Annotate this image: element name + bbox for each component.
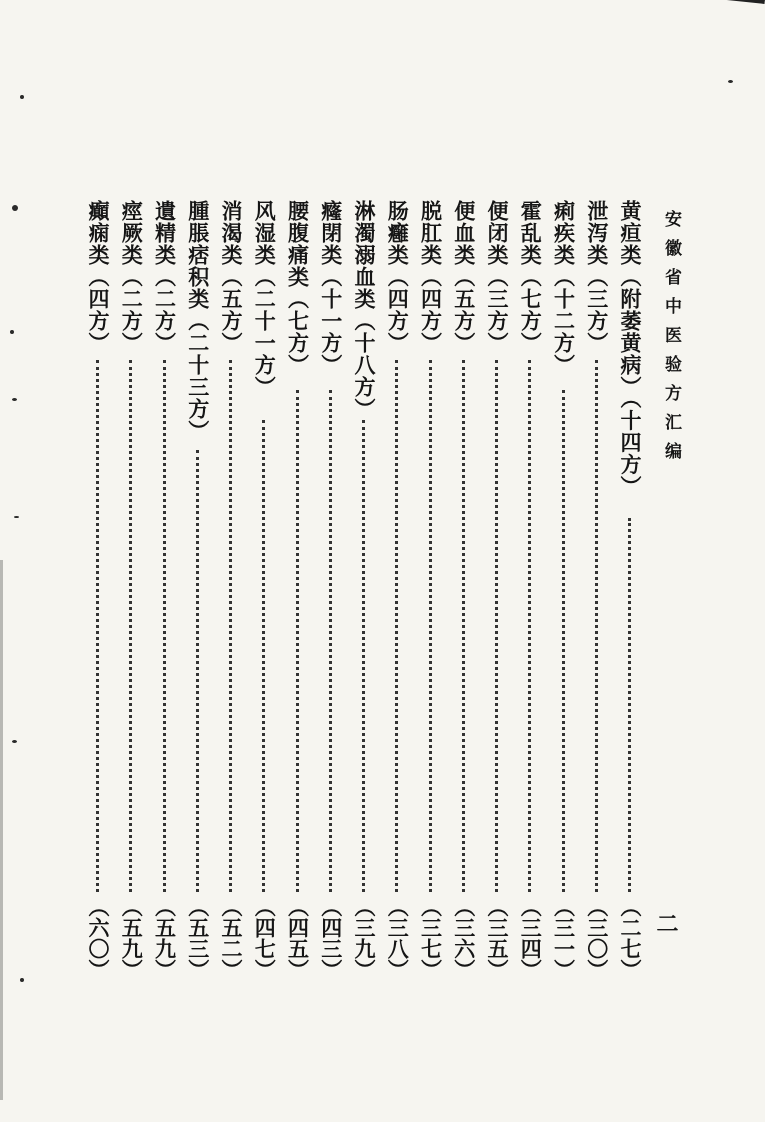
toc-entry-title: 癲痫类（四方） [86,200,111,354]
dot-leader [129,360,132,892]
toc-entry-title: 黄疸类（附萎黄病）（十四方） [618,200,643,498]
toc-entry-page: （三〇） [584,896,610,980]
toc-entry [550,200,578,1000]
toc-entry-title: 癃閉类（十一方） [318,200,344,376]
dot-leader [595,360,598,892]
toc-entry-title: 消渴类（五方） [219,200,244,354]
toc-entry-page: （三四） [518,896,544,980]
toc-entry-page: （五二） [219,896,244,980]
toc-entry [516,200,544,1000]
toc-entry [583,200,611,1000]
ink-speck [12,398,17,401]
dot-leader [562,390,565,892]
toc-entry [350,200,378,1000]
toc-entry-title: 脱肛类（四方） [418,200,444,354]
toc-entry-title: 腰腹痛类（七方） [285,200,311,376]
toc-entry-title: 淋濁溺血类（十八方） [352,200,377,420]
dot-leader [196,450,199,892]
toc-entry [84,200,112,1000]
toc-entry [417,200,445,1000]
toc-entry-title: 便血类（五方） [451,200,477,354]
toc-entry-page: （四七） [252,896,278,980]
toc-entry [317,200,345,1000]
toc-entry [483,200,511,1000]
dot-leader [229,360,232,892]
book-title-header: 安徽省中医验方汇编 [661,210,681,471]
table-of-contents [84,200,644,1000]
dot-leader [528,360,531,892]
toc-entry-page: （四三） [318,896,344,980]
toc-entry [184,200,212,1000]
ink-speck [14,516,19,518]
toc-entry-title: 痢疾类（十二方） [551,200,577,376]
toc-entry [217,200,245,1000]
toc-entry [383,200,411,1000]
toc-entry-title: 遺精类（二方） [152,200,178,354]
toc-entry-title: 霍乱类（七方） [518,200,544,354]
dot-leader [362,420,365,892]
ink-speck [20,95,24,99]
toc-entry-page: （三九） [352,896,377,980]
toc-entry-title: 风湿类（二十一方） [252,200,278,398]
dot-leader [96,360,99,892]
toc-entry [151,200,179,1000]
toc-entry [450,200,478,1000]
toc-entry-page: （三七） [418,896,444,980]
toc-entry-title: 肠癰类（四方） [385,200,411,354]
dot-leader [163,360,166,892]
dot-leader [628,518,631,892]
toc-entry-title: 便闭类（三方） [485,200,510,354]
toc-entry [616,200,644,1000]
toc-entry-page: （三六） [451,896,477,980]
toc-entry [250,200,278,1000]
dot-leader [395,360,398,892]
ink-speck [728,80,733,83]
toc-entry-title: 痙厥类（二方） [119,200,145,354]
dot-leader [429,360,432,892]
toc-entry-page: （五九） [119,896,145,980]
page-corner-mark [693,0,765,22]
ink-speck [12,205,18,211]
toc-entry [284,200,312,1000]
ink-speck [12,740,17,743]
toc-entry-title: 泄泻类（三方） [584,200,610,354]
ink-speck [20,978,24,982]
toc-entry-page: （二七） [618,896,643,980]
dot-leader [462,360,465,892]
dot-leader [329,390,332,892]
ink-speck [10,330,14,334]
toc-entry-page: （三五） [485,896,510,980]
page-number: 二 [653,912,679,934]
dot-leader [296,390,299,892]
dot-leader [495,360,498,892]
toc-entry-page: （五三） [185,896,211,980]
toc-entry-page: （三八） [385,896,411,980]
toc-entry-page: （六〇） [86,896,111,980]
toc-entry-page: （五九） [152,896,178,980]
dot-leader [262,420,265,892]
page-edge-shadow [0,560,3,1100]
toc-entry [117,200,145,1000]
toc-entry-page: （三一） [551,896,577,980]
toc-entry-page: （四五） [285,896,311,980]
toc-entry-title: 腫脹痞积类（二十三方） [185,200,211,442]
